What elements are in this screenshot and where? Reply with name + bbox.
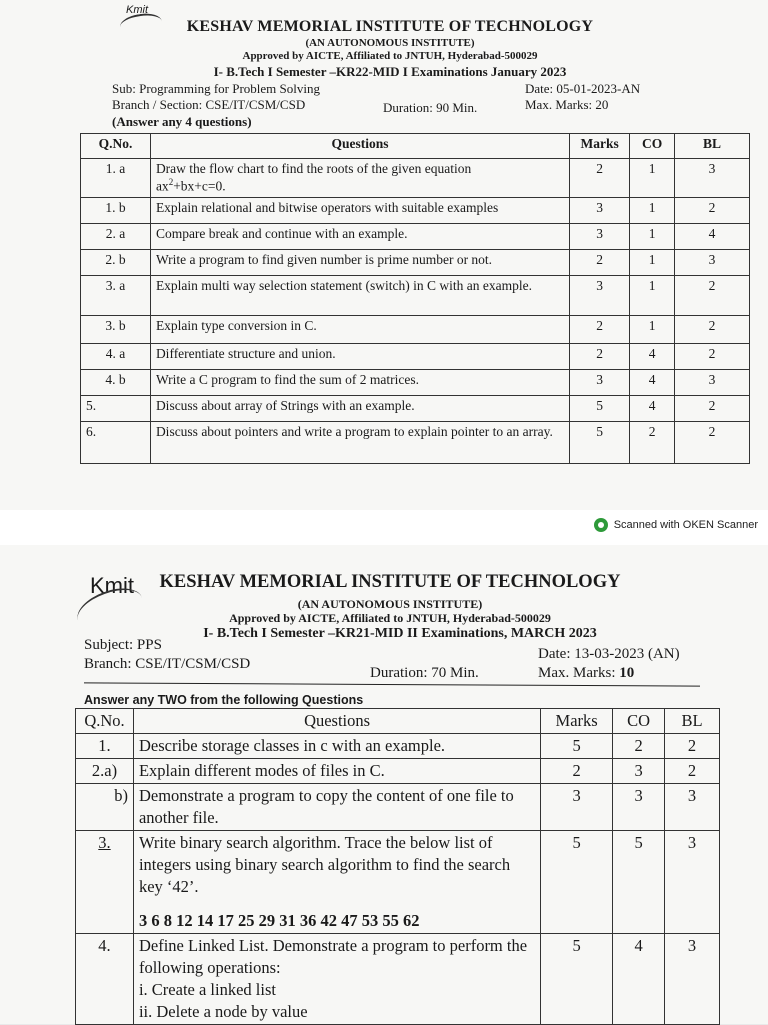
date-line: Date: 13-03-2023 (AN) [538, 646, 680, 662]
exam-paper-mid2: Kmit [0, 545, 768, 1024]
table-row: 2. a Compare break and continue with an example. 3 1 4 [81, 223, 750, 249]
header-marks: Marks [570, 134, 630, 159]
table-row: 2.a) Explain different modes of files in C. 2 3 2 [76, 759, 720, 784]
table-row: 4. b Write a C program to find the sum of 2 matrices. 3 4 3 [81, 369, 750, 395]
max-marks-line: Max. Marks: 10 [538, 665, 635, 681]
header-co: CO [613, 709, 665, 734]
header-qno: Q.No. [81, 134, 151, 159]
header-questions: Questions [133, 709, 540, 734]
table-header-row [76, 709, 720, 734]
table-row: 1. b Explain relational and bitwise operators with suitable examples 3 1 2 [81, 197, 750, 223]
exam-paper-mid1: Kmit KESHAV MEMORIAL INSTITUTE OF TECHNOLOGY (AN AUTONOMOUS INSTITUTE) Approved by AICTE, Affiliated to JNTUH, Hyderabad-500029 I- B.Tech I Semester –KR22-MID I Examinations January 2023 Sub: Programming for Problem Solving Date: 05-01-2023-AN Branch / Section: CSE/IT/CSM/CSD Duration: 90 Min. Max. Marks: 20 (Answer any 4 questions) Q.No. Questions Marks CO BL 1. a Draw the flow chart to find the roots of the given equation $ax^2+bx+c=0$. 2 1 3 1. b Explain relational and bitwise operators with suitable examples 3 1 2 2. a Compare break and continue with an example. 3 1 4 2. b Write a program to find given number is prime number or not. 2 1 3 3. a Explain multi way selection statement (switch) in C with an example. 3 1 2 3. b Explain type conversion in C. 2 1 2 4. a Differentiate structure and union. 2 4 2 4. b Write a C program to find the sum of 2 matrices. 3 4 3 5. Discuss about array of Strings with an example. 5 4 2 6. Discuss about pointers and write a program to explain pointer to an array. 5 2 2 [0, 0, 768, 510]
table-row: 2. b Write a program to find given number is prime number or not. 2 1 3 [81, 249, 750, 275]
header-qno: Q.No. [76, 709, 134, 734]
subject-line: Sub: Programming for Problem Solving [112, 81, 320, 96]
max-marks-line: Max. Marks: 20 [525, 97, 609, 112]
table-row: 3. a Explain multi way selection statement (switch) in C with an example. 3 1 2 [81, 275, 750, 315]
autonomous-line: (AN AUTONOMOUS INSTITUTE) [297, 597, 483, 611]
header-questions: Questions [150, 134, 569, 159]
table-row: 6. Discuss about pointers and write a program to explain pointer to an array. 5 2 2 [81, 421, 750, 463]
branch-line: Branch: CSE/IT/CSM/CSD [84, 656, 251, 672]
approval-line: Approved by AICTE, Affiliated to JNTUH, Hyderabad-500029 [242, 50, 538, 62]
exam-title: I- B.Tech I Semester –KR21-MID II Examinations, MARCH 2023 [203, 626, 597, 641]
exam-title: I- B.Tech I Semester –KR22-MID I Examinations January 2023 [213, 64, 567, 79]
instruction-line: (Answer any 4 questions) [112, 114, 252, 129]
table-row: b) Demonstrate a program to copy the content of one file to another file. 3 3 3 [76, 784, 720, 831]
table-row: 3. b Explain type conversion in C. 2 1 2 [81, 315, 750, 343]
table-row: 3. Write binary search algorithm. Trace the below list of integers using binary search algorithm to find the search key ‘42’. 3 6 8 12 14 17 25 29 31 36 42 47 53 55 62 5 5 3 [76, 831, 720, 934]
table-header-row [81, 134, 750, 159]
branch-line: Branch / Section: CSE/IT/CSM/CSD [112, 97, 306, 112]
table-row: 4. a Differentiate structure and union. 2 4 2 [81, 343, 750, 369]
subject-line: Subject: PPS [84, 637, 162, 653]
header-co: CO [630, 134, 675, 159]
question-table [75, 708, 720, 1025]
search-list: 3 6 8 12 14 17 25 29 31 36 42 47 53 55 62 [138, 911, 420, 930]
autonomous-line: (AN AUTONOMOUS INSTITUTE) [305, 37, 475, 49]
question-table [80, 133, 750, 464]
instruction-line: Answer any TWO from the following Questions [84, 693, 364, 707]
table-row: 1. a Draw the flow chart to find the roots of the given equation $ax^2+bx+c=0$. 2 1 3 [81, 159, 750, 198]
header-bl: BL [675, 134, 750, 159]
logo-swoosh-icon [72, 580, 148, 637]
duration-line: Duration: 70 Min. [370, 665, 479, 681]
table-row: 1. Describe storage classes in c with an example. 5 2 2 [76, 734, 720, 759]
institute-name: KESHAV MEMORIAL INSTITUTE OF TECHNOLOGY [159, 572, 621, 592]
header-marks: Marks [541, 709, 613, 734]
duration-line: Duration: 90 Min. [383, 100, 478, 115]
approval-line: Approved by AICTE, Affiliated to JNTUH, Hyderabad-500029 [229, 611, 551, 625]
scanner-logo-icon [594, 518, 608, 532]
table-row: 5. Discuss about array of Strings with an example. 5 4 2 [81, 395, 750, 421]
table-row: 4. Define Linked List. Demonstrate a program to perform the following operations: i. Create a linked list ii. Delete a node by value 5 4 3 [76, 934, 720, 1025]
header-bl: BL [665, 709, 720, 734]
date-line: Date: 05-01-2023-AN [525, 81, 641, 96]
scanner-watermark: Scanned with OKEN Scanner [594, 518, 758, 532]
institute-name: KESHAV MEMORIAL INSTITUTE OF TECHNOLOGY [186, 18, 594, 35]
